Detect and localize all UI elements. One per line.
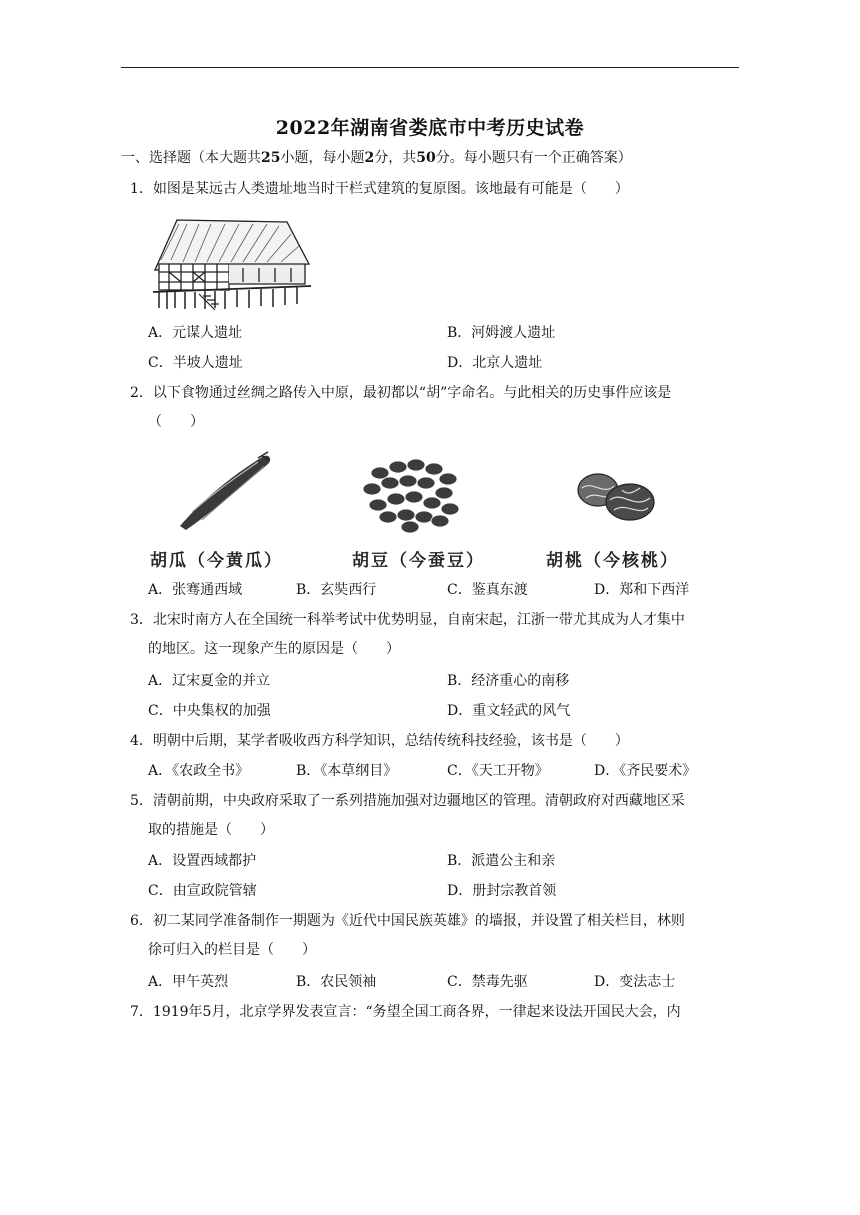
question-4-stem: 4．明朝中后期，某学者吸收西方科学知识，总结传统科技经验，该书是（ ） — [130, 733, 629, 749]
cucumber-image — [172, 450, 277, 532]
q3-option-a: A．辽宋夏金的并立 — [148, 673, 271, 689]
q5-option-d: D．册封宗教首领 — [447, 883, 557, 899]
question-5-stem-line1: 5．清朝前期，中央政府采取了一系列措施加强对边疆地区的管理。清朝政府对西藏地区采 — [130, 793, 685, 809]
stilt-house-image — [147, 212, 315, 312]
q6-option-d: D．变法志士 — [594, 974, 676, 990]
q5-option-a: A．设置西域都护 — [148, 853, 257, 869]
caption-cucumber: 胡瓜（今黄瓜） — [150, 551, 283, 571]
q2-option-b: B．玄奘西行 — [296, 582, 377, 598]
q3-option-d: D．重文轻武的风气 — [447, 703, 571, 719]
q3-option-c: C．中央集权的加强 — [148, 703, 271, 719]
q1-option-a: A．元谋人遗址 — [148, 325, 243, 341]
caption-walnut: 胡桃（今核桃） — [546, 551, 679, 571]
section-heading: 一、选择题（本大题共25小题，每小题2分，共50分。每小题只有一个正确答案） — [121, 150, 632, 166]
question-6-stem-line1: 6．初二某同学准备制作一期题为《近代中国民族英雄》的墙报，并设置了相关栏目，林则 — [130, 913, 685, 929]
q4-option-b: B．《本草纲目》 — [296, 763, 398, 779]
broad-beans-image — [360, 453, 465, 535]
walnuts-image — [572, 460, 662, 530]
q6-option-c: C．禁毒先驱 — [447, 974, 528, 990]
q2-option-c: C．鉴真东渡 — [447, 582, 528, 598]
question-7-stem: 7．1919年5月，北京学界发表宣言：“务望全国工商各界，一律起来设法开国民大会，内 — [130, 1004, 681, 1020]
caption-broad-bean: 胡豆（今蚕豆） — [352, 551, 485, 571]
q4-option-a: A．《农政全书》 — [148, 763, 250, 779]
q2-option-a: A．张骞通西域 — [148, 582, 243, 598]
page-title: 2022年湖南省娄底市中考历史试卷 — [275, 117, 585, 139]
q6-option-b: B．农民领袖 — [296, 974, 377, 990]
question-2-stem-line2: （ ） — [148, 414, 204, 430]
question-6-stem-line2: 徐可归入的栏目是（ ） — [148, 942, 316, 958]
question-2-stem-line1: 2．以下食物通过丝绸之路传入中原，最初都以“胡”字命名。与此相关的历史事件应该是 — [130, 385, 672, 401]
header-rule — [121, 67, 739, 68]
q1-option-b: B．河姆渡人遗址 — [447, 325, 556, 341]
q6-option-a: A．甲午英烈 — [148, 974, 229, 990]
q5-option-b: B．派遣公主和亲 — [447, 853, 556, 869]
q5-option-c: C．由宣政院管辖 — [148, 883, 257, 899]
q3-option-b: B．经济重心的南移 — [447, 673, 570, 689]
question-3-stem-line2: 的地区。这一现象产生的原因是（ ） — [148, 641, 400, 657]
question-1-stem: 1．如图是某远古人类遗址地当时干栏式建筑的复原图。该地最有可能是（ ） — [130, 181, 629, 197]
q4-option-c: C．《天工开物》 — [447, 763, 549, 779]
q1-option-d: D．北京人遗址 — [447, 355, 543, 371]
q4-option-d: D．《齐民要术》 — [594, 763, 697, 779]
q1-option-c: C．半坡人遗址 — [148, 355, 243, 371]
q2-option-d: D．郑和下西洋 — [594, 582, 690, 598]
question-5-stem-line2: 取的措施是（ ） — [148, 822, 274, 838]
question-3-stem-line1: 3．北宋时南方人在全国统一科举考试中优势明显，自南宋起，江浙一带尤其成为人才集中 — [130, 612, 685, 628]
